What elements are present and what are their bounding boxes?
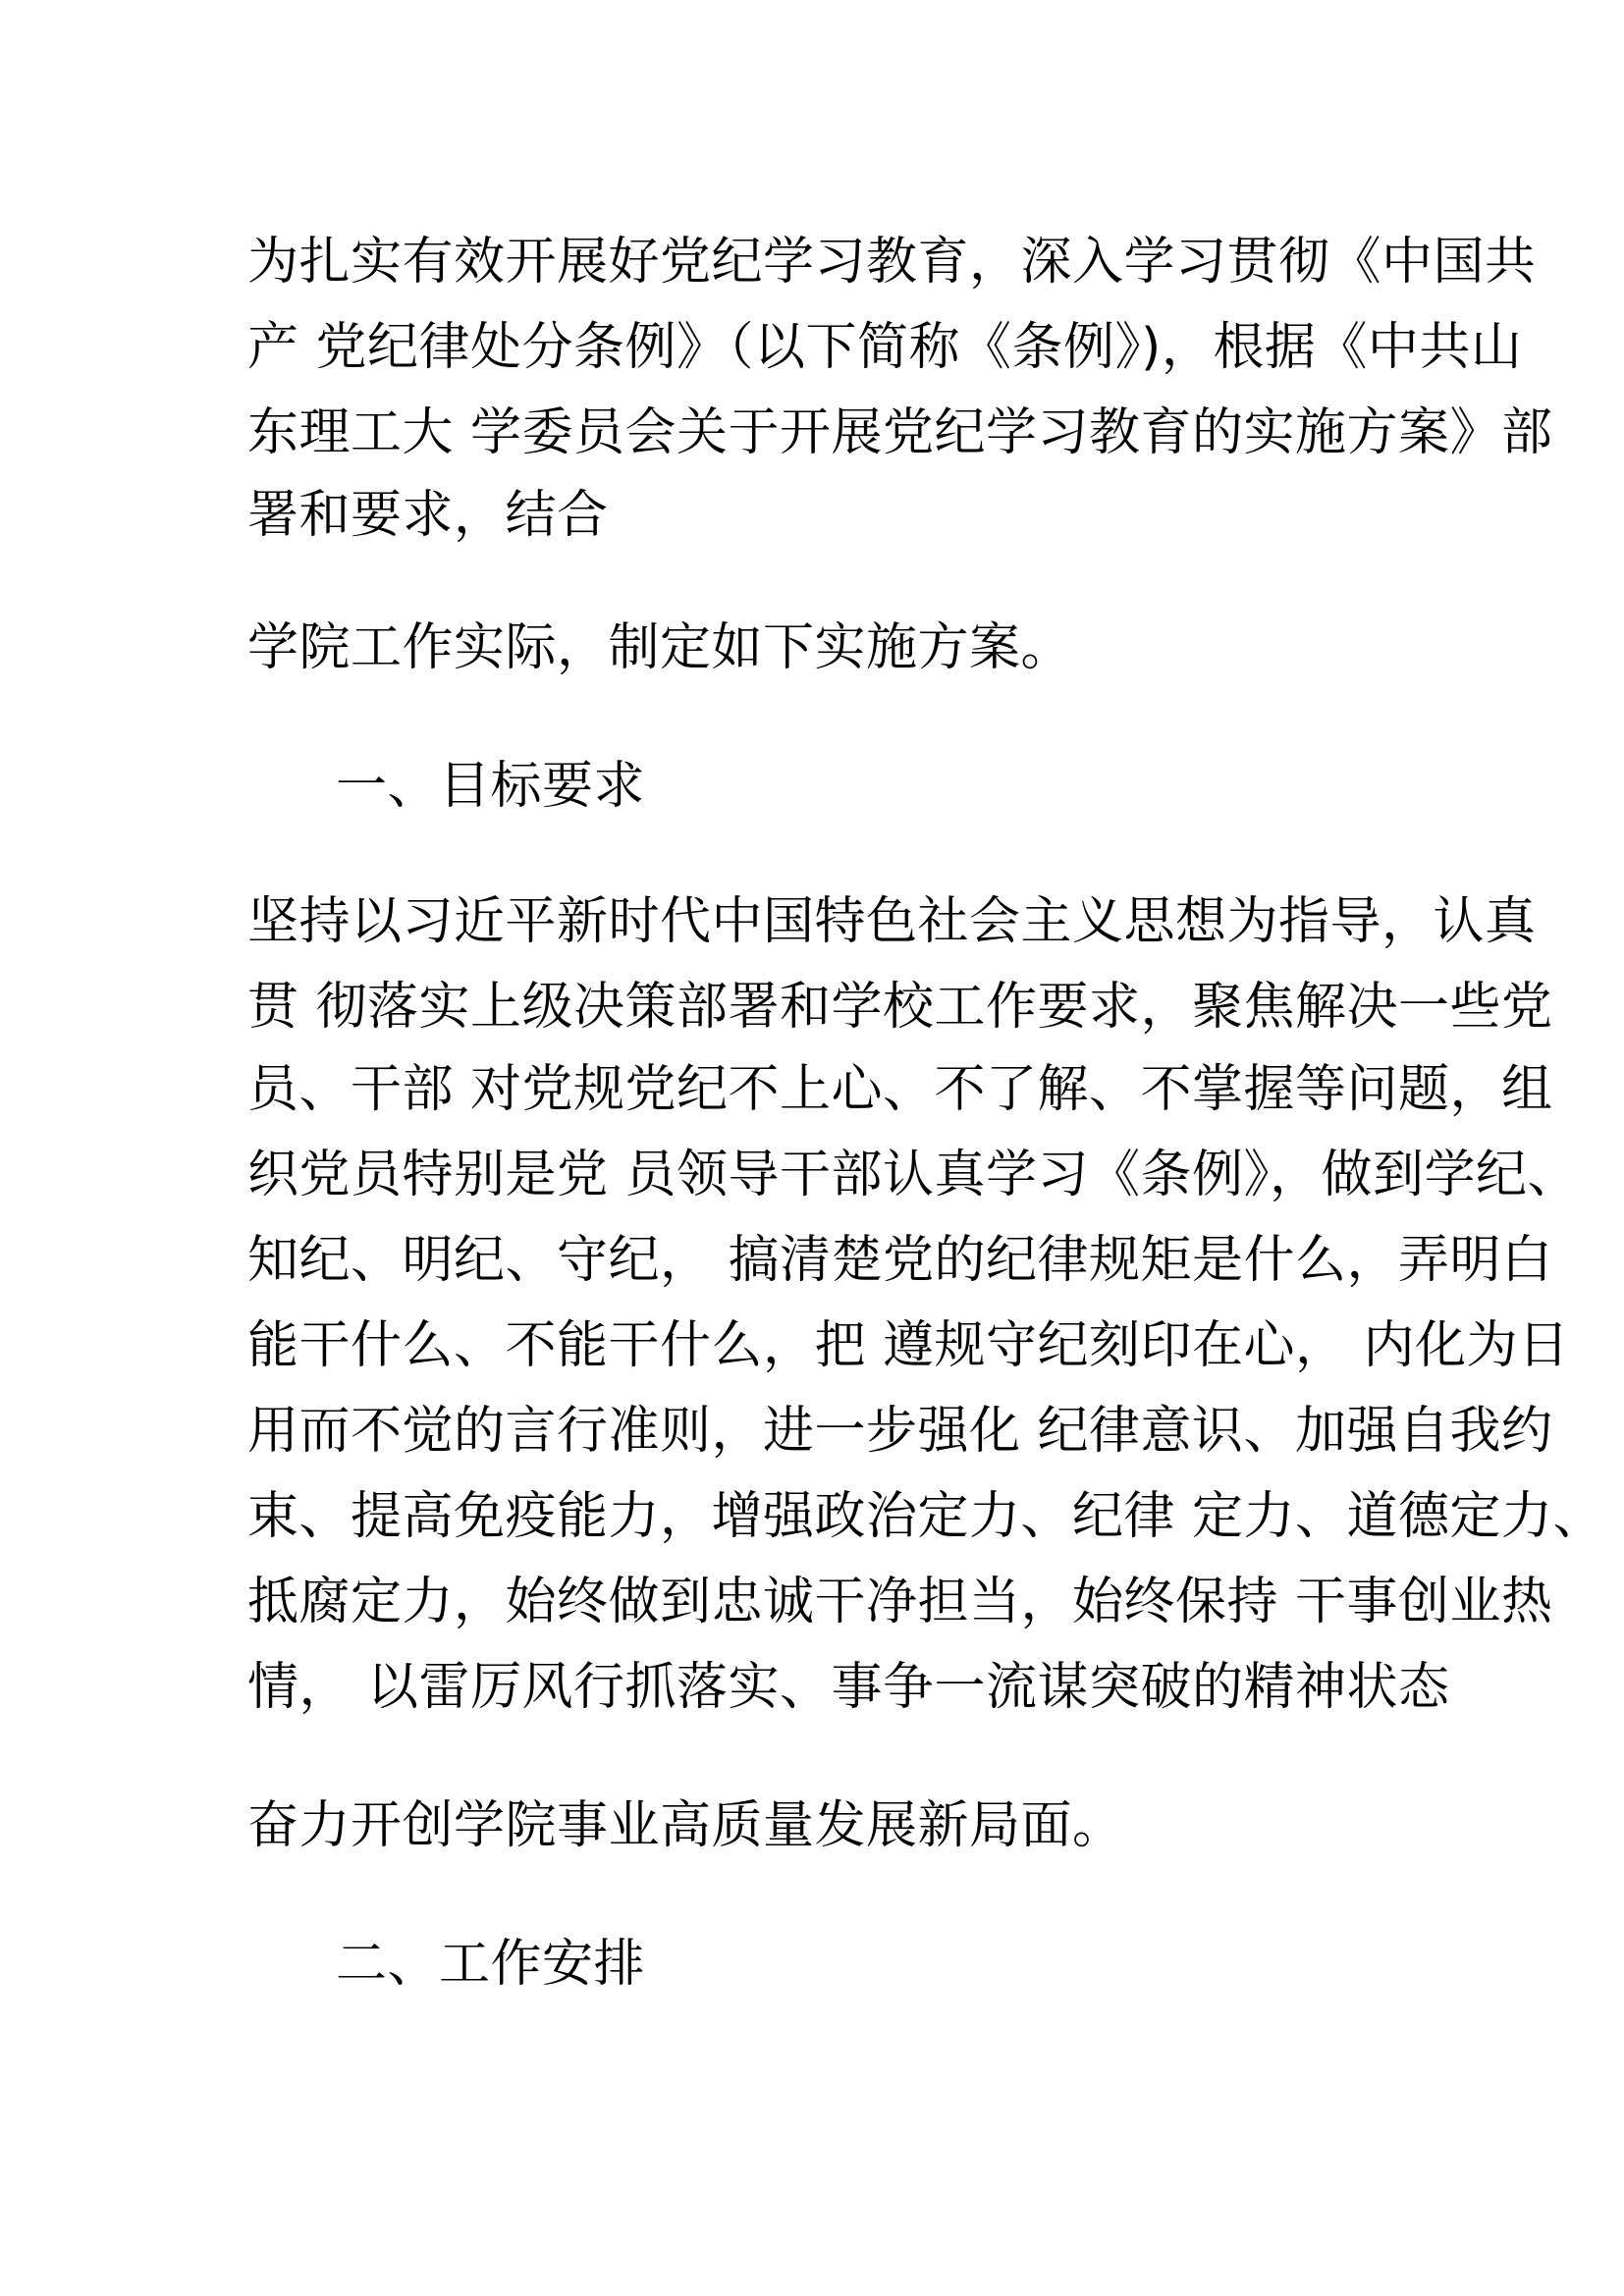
text-line: 知纪、明纪、守纪， 搞清楚党的纪律规矩是什么，弄明白	[247, 1231, 1553, 1290]
text-line: 东理工大 学委员会关于开展党纪学习教育的实施方案》部	[247, 403, 1553, 462]
text-line: 束、提高免疫能力，增强政治定力、纪律 定力、道德定力、	[247, 1487, 1605, 1546]
section-heading: 二、工作安排	[336, 1935, 646, 1994]
text-line: 情， 以雷厉风行抓落实、事争一流谋突破的精神状态	[247, 1658, 1450, 1717]
text-line: 学院工作实际，制定如下实施方案。	[247, 618, 1073, 677]
text-line: 抵腐定力，始终做到忠诚干净担当，始终保持 干事创业热	[247, 1573, 1553, 1631]
text-line: 员、干部 对党规党纪不上心、不了解、不掌握等问题，组	[247, 1060, 1553, 1119]
section-heading: 一、目标要求	[336, 757, 646, 816]
text-line: 为扎实有效开展好党纪学习教育，深入学习贯彻《中国共	[247, 233, 1537, 292]
text-line: 贯 彻落实上级决策部署和学校工作要求，聚焦解决一些党	[247, 978, 1553, 1037]
text-line: 能干什么、不能干什么，把 遵规守纪刻印在心， 内化为日	[247, 1316, 1570, 1375]
text-line: 坚持以习近平新时代中国特色社会主义思想为指导，认真	[247, 892, 1537, 951]
text-line: 奋力开创学院事业高质量发展新局面。	[247, 1796, 1124, 1855]
text-line: 署和要求，结合	[247, 486, 609, 545]
text-line: 产 党纪律处分条例》（以下简称《条例》)，根据《中共山	[247, 318, 1523, 377]
text-line: 织党员特别是党 员领导干部认真学习《条例》，做到学纪、	[247, 1146, 1580, 1204]
text-line: 用而不觉的言行准则，进一步强化 纪律意识、加强自我约	[247, 1402, 1553, 1461]
